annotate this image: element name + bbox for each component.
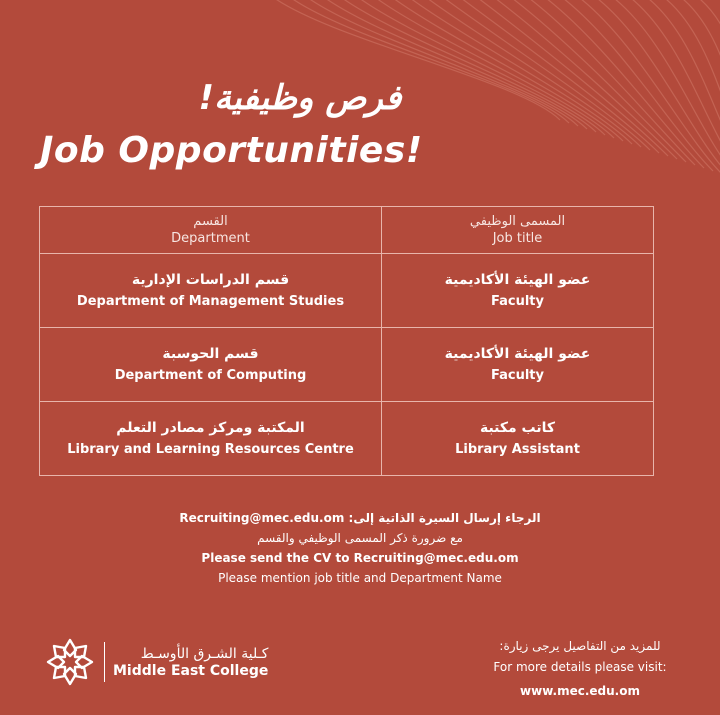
department-en: Library and Learning Resources Centre [67, 442, 354, 457]
job-en: Library Assistant [455, 442, 580, 457]
header-job-en: Job title [492, 231, 543, 246]
department-en: Department of Management Studies [76, 294, 345, 309]
contact-info [100, 508, 620, 588]
department-ar: قسم الحوسبة [162, 346, 259, 362]
title-english: Job Opportunities! [40, 130, 423, 171]
job-ar: عضو الهيئة الأكاديمية [444, 346, 591, 362]
logo-text [113, 646, 268, 679]
logo-name-ar: كـلية الشـرق الأوسـط [140, 645, 269, 662]
department-ar: قسم الدراسات الإدارية [131, 272, 290, 288]
contact-line-en: Please send the CV to Recruiting@mec.edu.om [201, 551, 519, 565]
job-cell [382, 254, 653, 327]
jobs-table [39, 206, 654, 476]
contact-note-en: Please mention job title and Department Name [218, 571, 502, 585]
header-department-en: Department [171, 231, 250, 246]
department-cell [40, 328, 382, 401]
visit-info [470, 636, 690, 702]
header-department-ar: القسم [193, 214, 228, 229]
job-ar: كاتب مكتبة [479, 420, 556, 436]
department-en: Department of Computing [114, 368, 307, 383]
contact-note-ar: مع ضرورة ذكر المسمى الوظيفي والقسم [257, 531, 463, 545]
job-cell [382, 402, 653, 475]
logo-name-en: Middle East College [113, 662, 269, 679]
visit-line-en: For more details please visit: [493, 660, 667, 674]
table-row [40, 402, 653, 475]
mec-logo-icon [44, 636, 96, 688]
table-row [40, 328, 653, 402]
header-department [40, 207, 382, 253]
department-cell [40, 402, 382, 475]
job-en: Faculty [491, 368, 544, 383]
contact-line-ar: الرجاء إرسال السيرة الذاتية إلى: Recruiting@mec.edu.om [179, 511, 541, 525]
header-job-title [382, 207, 653, 253]
title-arabic: فرص وظيفية! [198, 78, 402, 118]
header-job-ar: المسمى الوظيفي [469, 214, 566, 229]
department-ar: المكتبة ومركز مصادر التعلم [116, 420, 305, 436]
visit-line-ar: للمزيد من التفاصيل يرجى زيارة: [499, 639, 661, 653]
table-row [40, 254, 653, 328]
logo-divider [104, 642, 105, 682]
job-cell [382, 328, 653, 401]
job-ar: عضو الهيئة الأكاديمية [444, 272, 591, 288]
college-logo [44, 636, 268, 688]
department-cell [40, 254, 382, 327]
table-header-row [40, 207, 653, 254]
job-en: Faculty [491, 294, 544, 309]
website-link[interactable]: www.mec.edu.om [520, 684, 640, 698]
